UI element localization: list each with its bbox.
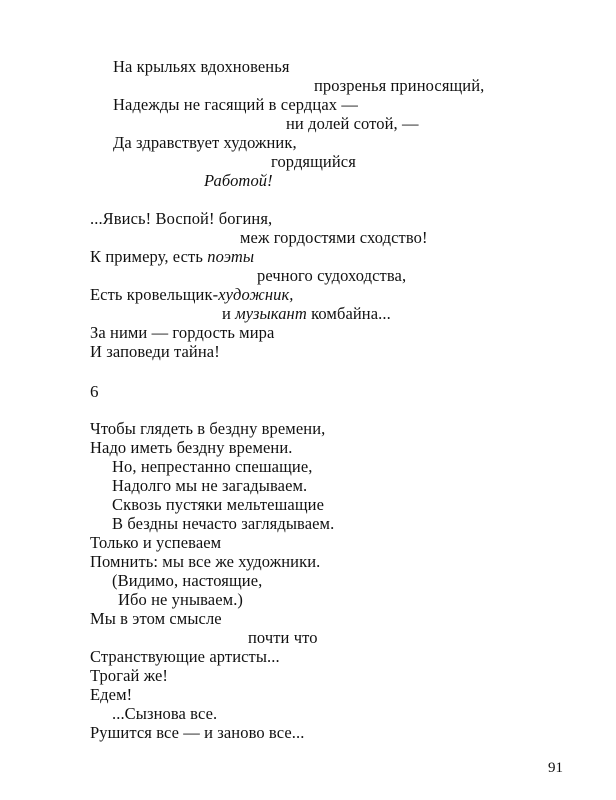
poem-line: На крыльях вдохновенья <box>113 57 290 76</box>
poem-line: Сквозь пустяки мельтешащие <box>112 495 324 514</box>
poem-line: Едем! <box>90 685 133 704</box>
poem-line: Только и успеваем <box>90 533 222 552</box>
poem-line: Странствующие артисты... <box>90 647 280 666</box>
section-number: 6 <box>90 382 99 401</box>
poem-line: речного судоходства, <box>257 266 407 285</box>
poem-line: Надо иметь бездну времени. <box>90 438 293 457</box>
poem-line: В бездны нечасто заглядываем. <box>112 514 335 533</box>
poem-line: прозренья приносящий, <box>314 76 485 95</box>
poem-line <box>204 172 273 190</box>
poem-line: меж гордостями сходство! <box>240 228 428 247</box>
line-text: комбайна... <box>306 304 391 323</box>
italic-word: поэты <box>207 247 255 266</box>
poem-line: Надежды не гасящий в сердцах — <box>113 95 358 114</box>
poem-line: Мы в этом смысле <box>90 609 222 628</box>
italic-word: художник, <box>218 285 294 304</box>
poem-line: ...Сызнова все. <box>112 704 218 723</box>
poem-line: Да здравствует художник, <box>113 133 297 152</box>
line-text: Есть кровельщик- <box>90 285 219 304</box>
page-number: 91 <box>548 760 563 776</box>
poem-line: Надолго мы не загадываем. <box>112 476 308 495</box>
poem-line: Рушится все — и заново все... <box>90 723 305 742</box>
poem-line <box>222 305 391 323</box>
line-text: и <box>222 304 236 323</box>
poem-line: ни долей сотой, — <box>286 114 419 133</box>
poem-line: Помнить: мы все же художники. <box>90 552 321 571</box>
poem-line <box>90 248 254 266</box>
poem-line: ...Явись! Воспой! богиня, <box>90 209 273 228</box>
poem-line: Ибо не унываем.) <box>118 590 244 609</box>
italic-word: Работой! <box>204 171 273 190</box>
poem-line: гордящийся <box>271 152 356 171</box>
poem-line: И заповеди тайна! <box>90 342 220 361</box>
poem-line: Но, непрестанно спешащие, <box>112 457 313 476</box>
poem-line: За ними — гордость мира <box>90 323 275 342</box>
italic-word: музыкант <box>235 304 307 323</box>
line-text: К примеру, есть <box>90 247 208 266</box>
poem-line <box>90 286 294 304</box>
poem-line: почти что <box>248 628 318 647</box>
poem-line: (Видимо, настоящие, <box>112 571 263 590</box>
poem-line: Чтобы глядеть в бездну времени, <box>90 419 326 438</box>
poem-line: Трогай же! <box>90 666 168 685</box>
